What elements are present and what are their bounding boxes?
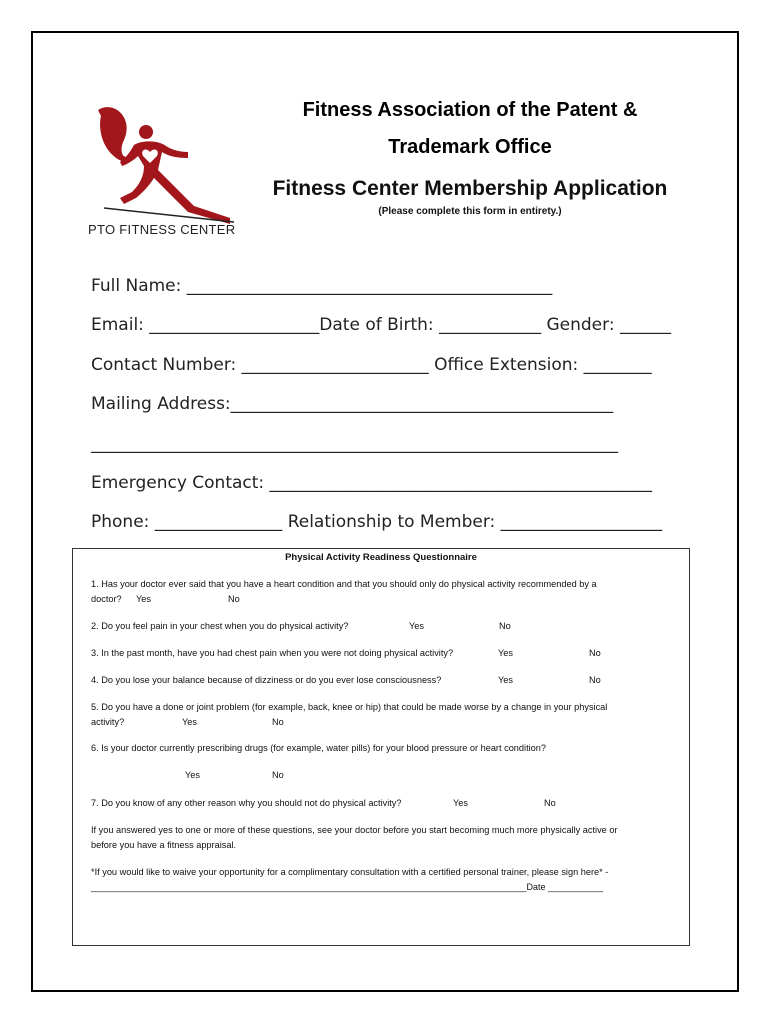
question-4-text: 4. Do you lose your balance because of dizziness or do you ever lose consciousness?	[91, 675, 442, 685]
question-4-no[interactable]: No	[589, 675, 601, 685]
phone-relationship-row[interactable]: Phone: _______________ Relationship to Member: ___________________	[91, 512, 663, 532]
question-3-no[interactable]: No	[589, 648, 601, 658]
question-1-yes[interactable]: Yes	[136, 594, 151, 604]
question-1-text: 1. Has your doctor ever said that you have a heart condition and that you should only do physical activity recommended by a	[91, 579, 597, 589]
question-3-yes[interactable]: Yes	[498, 648, 513, 658]
waiver-text: *If you would like to waive your opportunity for a complimentary consultation with a certified personal trainer, please sign here* -	[91, 867, 609, 877]
question-5-yes[interactable]: Yes	[182, 717, 197, 727]
email-dob-gender-row[interactable]: Email: ____________________Date of Birth: ____________ Gender: ______	[91, 315, 671, 335]
question-7-yes[interactable]: Yes	[453, 798, 468, 808]
question-5-text-cont: activity?	[91, 717, 125, 727]
question-6	[91, 741, 677, 783]
question-1-text-cont: doctor?	[91, 594, 122, 604]
logo-caption: PTO FITNESS CENTER	[88, 222, 236, 237]
question-2	[91, 619, 677, 634]
question-2-no[interactable]: No	[499, 621, 511, 631]
question-1	[91, 577, 677, 607]
question-2-yes[interactable]: Yes	[409, 621, 424, 631]
question-6-no[interactable]: No	[272, 770, 284, 780]
waiver-signature-date-line[interactable]: _______________________________________________________________________________________Date ___________	[91, 882, 604, 892]
doctor-advice	[91, 823, 677, 853]
emergency-contact-field[interactable]: Emergency Contact: _____________________________________________	[91, 473, 653, 493]
question-6-yes[interactable]: Yes	[185, 770, 200, 780]
form-instructions: (Please complete this form in entirety.)	[378, 206, 562, 217]
question-3	[91, 646, 677, 661]
mailing-address-continuation[interactable]: ______________________________________________________________	[91, 434, 618, 454]
organization-title-line1: Fitness Association of the Patent &	[302, 99, 638, 121]
doctor-advice-text-cont: before you have a fitness appraisal.	[91, 840, 237, 850]
form-title: Fitness Center Membership Application	[272, 177, 668, 200]
organization-title	[240, 92, 700, 166]
question-7-text: 7. Do you know of any other reason why you should not do physical activity?	[91, 798, 402, 808]
question-1-no[interactable]: No	[228, 594, 240, 604]
doctor-advice-text: If you answered yes to one or more of these questions, see your doctor before you start becoming much more physically active or	[91, 825, 618, 835]
question-7	[91, 796, 677, 811]
question-5-text: 5. Do you have a done or joint problem (for example, back, knee or hip) that could be made worse by a change in your physical	[91, 702, 608, 712]
question-4	[91, 673, 677, 688]
organization-title-line2: Trademark Office	[388, 136, 552, 158]
question-5	[91, 700, 677, 730]
question-4-yes[interactable]: Yes	[498, 675, 513, 685]
waiver-section	[91, 865, 677, 895]
contact-extension-row[interactable]: Contact Number: ______________________ Office Extension: ________	[91, 355, 652, 375]
full-name-field[interactable]: Full Name: ___________________________________________	[91, 276, 553, 296]
mailing-address-field[interactable]: Mailing Address:_____________________________________________	[91, 394, 614, 414]
question-2-text: 2. Do you feel pain in your chest when you do physical activity?	[91, 621, 349, 631]
questionnaire-title: Physical Activity Readiness Questionnaire	[285, 552, 477, 563]
par-q-box	[72, 548, 690, 946]
question-3-text: 3. In the past month, have you had chest pain when you were not doing physical activity?	[91, 648, 454, 658]
question-5-no[interactable]: No	[272, 717, 284, 727]
question-6-text: 6. Is your doctor currently prescribing drugs (for example, water pills) for your blood pressure or heart condition?	[91, 743, 546, 753]
question-7-no[interactable]: No	[544, 798, 556, 808]
